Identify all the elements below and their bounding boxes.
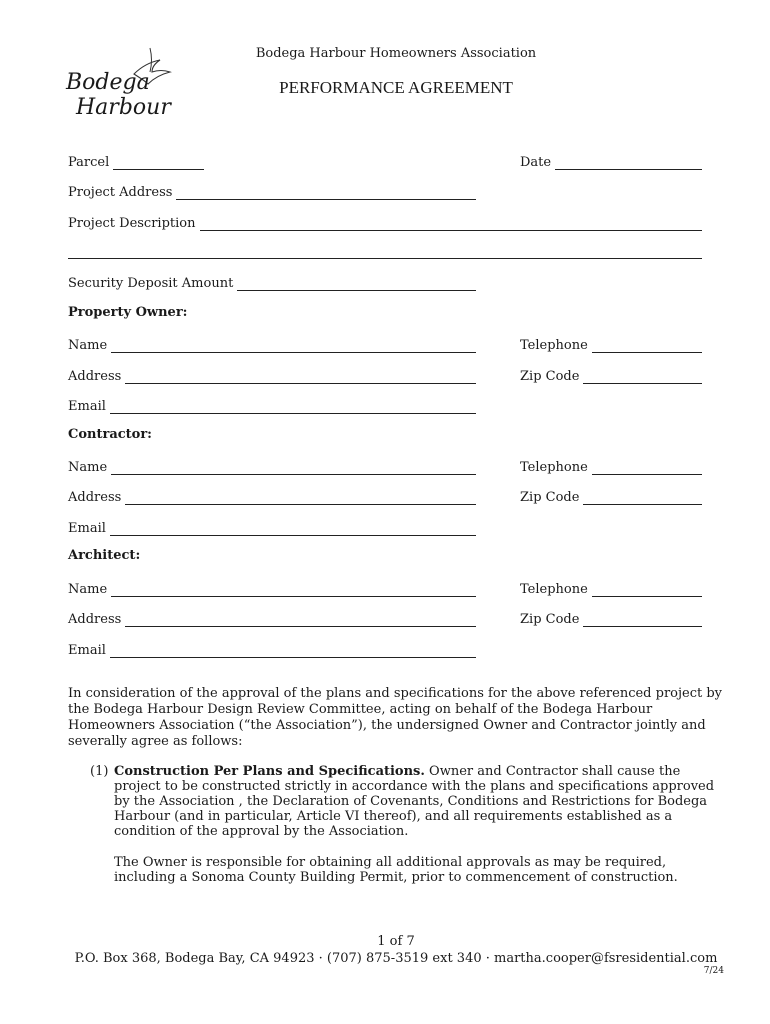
architect-telephone-field[interactable] <box>520 579 702 597</box>
architect-heading: Architect: <box>68 548 141 563</box>
owner-zip-label: Zip Code <box>520 369 580 384</box>
project-address-blank[interactable] <box>176 185 476 200</box>
parcel-field[interactable] <box>68 152 204 170</box>
contractor-email-blank[interactable] <box>110 521 476 536</box>
architect-zip-label: Zip Code <box>520 612 580 627</box>
security-deposit-field[interactable] <box>68 273 476 291</box>
contractor-email-label: Email <box>68 521 106 536</box>
clause-1-heading: Construction Per Plans and Specifications. <box>114 764 425 779</box>
contractor-heading: Contractor: <box>68 427 152 442</box>
date-label: Date <box>520 155 552 170</box>
organization-name: Bodega Harbour Homeowners Association <box>255 46 537 61</box>
architect-address-blank[interactable] <box>125 612 476 627</box>
intro-paragraph: In consideration of the approval of the plans and specifications for the above referenced project by the Bodega Harbour Design Review Committee, acting on behalf of the Bodega Harbour Homeowners Association (“the Association”), the undersigned Owner and Contractor jointly and severally agree as follows: <box>68 686 723 749</box>
architect-email-label: Email <box>68 643 106 658</box>
parcel-label: Parcel <box>68 155 110 170</box>
date-blank[interactable] <box>555 155 702 170</box>
contractor-address-field[interactable] <box>68 487 476 505</box>
architect-address-label: Address <box>68 612 122 627</box>
owner-telephone-label: Telephone <box>520 338 588 353</box>
owner-email-label: Email <box>68 399 106 414</box>
architect-telephone-label: Telephone <box>520 582 588 597</box>
property-owner-heading: Property Owner: <box>68 305 188 320</box>
architect-name-field[interactable] <box>68 579 476 597</box>
owner-zip-field[interactable] <box>520 366 702 384</box>
page-number: 1 of 7 <box>377 934 415 949</box>
contractor-email-field[interactable] <box>68 518 476 536</box>
architect-email-field[interactable] <box>68 640 476 658</box>
contractor-name-label: Name <box>68 460 108 475</box>
architect-address-field[interactable] <box>68 609 476 627</box>
contractor-zip-label: Zip Code <box>520 490 580 505</box>
owner-address-blank[interactable] <box>125 369 476 384</box>
parcel-blank[interactable] <box>113 155 204 170</box>
security-deposit-label: Security Deposit Amount <box>68 276 234 291</box>
architect-telephone-blank[interactable] <box>592 582 702 597</box>
clause-1-body: Owner and Contractor shall cause the project to be constructed strictly in accordance with the plans and specifications approved by the Association , the Declaration of Covenants, Conditions and Restrictions for Bodega Harbour (and in particular, Article VI thereof), and all requirements established as a condition of the approval by the Association. <box>114 764 715 839</box>
architect-email-blank[interactable] <box>110 643 476 658</box>
architect-zip-field[interactable] <box>520 609 702 627</box>
owner-address-field[interactable] <box>68 366 476 384</box>
contractor-zip-field[interactable] <box>520 487 702 505</box>
logo-text-harbour: Harbour <box>76 95 171 120</box>
owner-email-blank[interactable] <box>110 399 476 414</box>
clause-1-number: (1) <box>90 764 109 779</box>
architect-name-label: Name <box>68 582 108 597</box>
contractor-name-field[interactable] <box>68 457 476 475</box>
project-address-label: Project Address <box>68 185 173 200</box>
contractor-address-label: Address <box>68 490 122 505</box>
date-field[interactable] <box>520 152 702 170</box>
contractor-telephone-field[interactable] <box>520 457 702 475</box>
revision-date: 7/24 <box>703 966 724 976</box>
contractor-telephone-label: Telephone <box>520 460 588 475</box>
owner-name-field[interactable] <box>68 335 476 353</box>
page-title: PERFORMANCE AGREEMENT <box>279 78 513 97</box>
project-description-label: Project Description <box>68 216 196 231</box>
footer-contact: P.O. Box 368, Bodega Bay, CA 94923 · (707) 875-3519 ext 340 · martha.cooper@fsresidential.com <box>74 951 718 966</box>
owner-telephone-field[interactable] <box>520 335 702 353</box>
project-description-field[interactable] <box>68 213 702 231</box>
project-address-field[interactable] <box>68 182 476 200</box>
architect-zip-blank[interactable] <box>583 612 702 627</box>
owner-address-label: Address <box>68 369 122 384</box>
contractor-name-blank[interactable] <box>111 460 476 475</box>
clause-1-text <box>114 764 730 839</box>
owner-telephone-blank[interactable] <box>592 338 702 353</box>
logo-text-bodega: Bodega <box>66 70 150 95</box>
project-description-continuation-line[interactable] <box>68 258 702 259</box>
contractor-telephone-blank[interactable] <box>592 460 702 475</box>
owner-name-blank[interactable] <box>111 338 476 353</box>
owner-name-label: Name <box>68 338 108 353</box>
project-description-blank[interactable] <box>200 216 703 231</box>
clause-1-paragraph-2: The Owner is responsible for obtaining all additional approvals as may be required, including a Sonoma County Building Permit, prior to commencement of construction. <box>114 855 678 885</box>
contractor-zip-blank[interactable] <box>583 490 702 505</box>
contractor-address-blank[interactable] <box>125 490 476 505</box>
security-deposit-blank[interactable] <box>237 276 476 291</box>
owner-email-field[interactable] <box>68 396 476 414</box>
architect-name-blank[interactable] <box>111 582 476 597</box>
owner-zip-blank[interactable] <box>583 369 702 384</box>
clause-1 <box>90 764 730 839</box>
